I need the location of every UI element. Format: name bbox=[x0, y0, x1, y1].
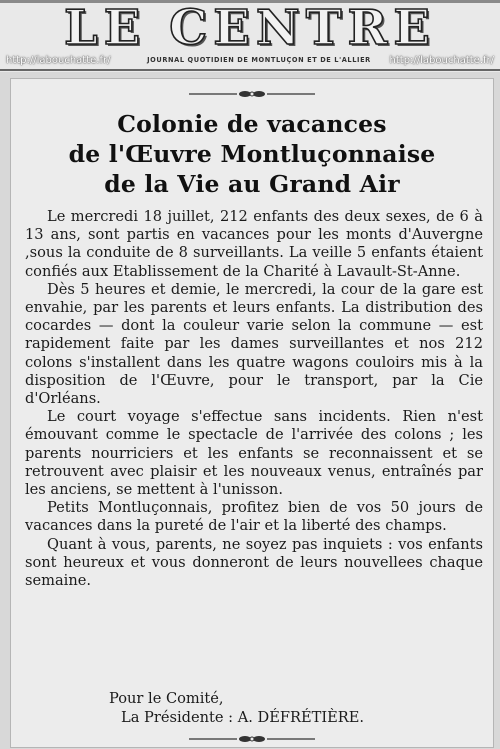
article-signature bbox=[11, 689, 493, 727]
watermark-url-left: http://labouchatte.fr/ bbox=[6, 55, 111, 66]
masthead-bottom-rule bbox=[0, 69, 500, 71]
article-paragraph-3: Le court voyage s'effectue sans incidents. Rien n'est émouvant comme le spectacle de l'arrivée des colons ; les parents nourriciers et les enfants se reconnaissent et se retrouvent avec plaisir et les nouveaux venus, entraînés par les anciens, se mettent à l'unisson. bbox=[25, 408, 483, 499]
signature-president: La Présidente : A. DÉFRÉTIÈRE. bbox=[121, 709, 365, 726]
bottom-ornament bbox=[11, 734, 493, 744]
newspaper-tagline: JOURNAL QUOTIDIEN DE MONTLUÇON ET DE L'ALLIER bbox=[147, 56, 371, 64]
article-paragraph-1: Le mercredi 18 juillet, 212 enfants des deux sexes, de 6 à 13 ans, sont partis en vacances pour les monts d'Auvergne ,sous la conduite de 8 surveillants. La veille 5 enfants étaient confiés aux Etablissement de la Charité à Lavault-St-Anne. bbox=[25, 208, 483, 280]
headline-line-1: Colonie de vacances bbox=[117, 110, 387, 138]
headline-line-2: de l'Œuvre Montluçonnaise bbox=[68, 140, 436, 168]
ornament-flourish-icon bbox=[187, 89, 317, 99]
article-headline bbox=[11, 109, 493, 199]
article-paragraph-4: Petits Montluçonnais, profitez bien de vos 50 jours de vacances dans la pureté de l'air et la liberté des champs. bbox=[25, 499, 483, 535]
article-paragraph-5: Quant à vous, parents, ne soyez pas inquiets : vos enfants sont heureux et vous donneront de leurs nouvellees chaque semaine. bbox=[25, 535, 483, 590]
newspaper-title: LE CENTRE bbox=[64, 0, 436, 56]
article-paragraph-2: Dès 5 heures et demie, le mercredi, la cour de la gare est envahie, par les parents et leurs enfants. La distribution des cocardes — dont la couleur varie selon la commune — est rapidement faite par les dames surveillantes et nos 212 colons s'installent dans les quatre wagons couloirs mis à la disposition de l'Œuvre, pour le transport, par la Cie d'Orléans. bbox=[25, 280, 483, 408]
masthead-subline bbox=[0, 52, 500, 70]
ornament-flourish-icon bbox=[187, 734, 317, 744]
signature-committee: Pour le Comité, bbox=[109, 690, 224, 707]
article-body bbox=[25, 208, 483, 590]
newspaper-masthead bbox=[0, 0, 500, 72]
top-ornament bbox=[11, 89, 493, 99]
headline-line-3: de la Vie au Grand Air bbox=[104, 170, 400, 198]
watermark-url-right: http://labouchatte.fr/ bbox=[389, 55, 494, 66]
article-clipping bbox=[10, 78, 494, 748]
